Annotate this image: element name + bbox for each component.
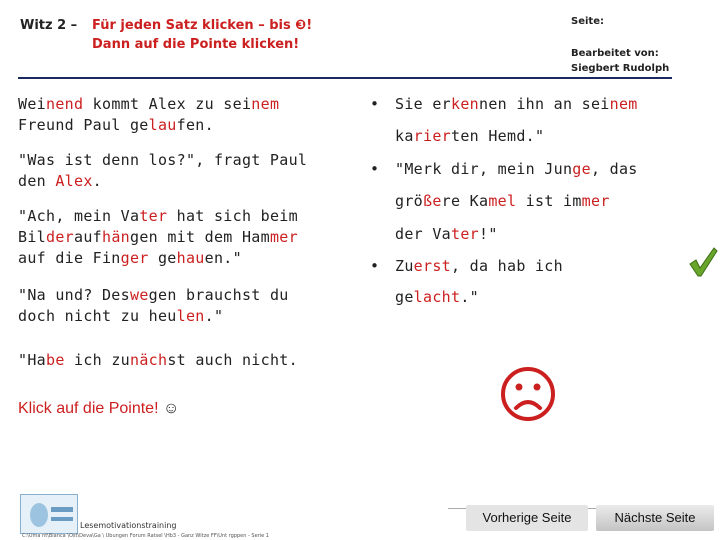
syllable-highlight: we xyxy=(129,286,149,304)
syllable-highlight: ße xyxy=(423,192,442,210)
text-segment: !" xyxy=(479,225,498,243)
text-segment: en." xyxy=(204,249,242,267)
syllable-highlight: ter xyxy=(451,225,479,243)
punchline-label: Klick auf die Pointe! xyxy=(18,400,159,417)
text-segment: hat sich beim xyxy=(167,207,298,225)
bullet-2-line-2[interactable] xyxy=(395,192,610,210)
syllable-highlight: ter xyxy=(139,207,168,225)
bullet-3-line-2[interactable] xyxy=(395,288,479,306)
text-segment: ge xyxy=(148,249,177,267)
syllable-highlight: be xyxy=(46,351,65,369)
text-segment: Freund Paul ge xyxy=(18,116,149,134)
text-segment: auf xyxy=(74,228,102,246)
syllable-highlight: ger xyxy=(120,249,149,267)
syllable-highlight: ge xyxy=(572,160,591,178)
text-segment: "Was ist denn los?", fragt Paul xyxy=(18,151,308,169)
sentence-1[interactable] xyxy=(18,94,358,136)
checkmark-icon xyxy=(688,246,718,278)
punchline-link[interactable] xyxy=(18,400,179,418)
edited-by-label: Bearbeitet von: xyxy=(571,48,659,59)
syllable-highlight: der xyxy=(46,228,74,246)
text-segment: "Na und? Des xyxy=(18,286,130,304)
author-block xyxy=(571,46,669,76)
syllable-highlight: nem xyxy=(609,95,638,113)
sentence-2[interactable] xyxy=(18,150,358,192)
joke-number: Witz 2 – xyxy=(20,18,78,33)
instruction-text xyxy=(92,16,312,54)
text-segment: nen ihn an sei xyxy=(479,95,610,113)
text-segment: Zu xyxy=(395,257,414,275)
text-segment: kommt Alex zu sei xyxy=(83,95,252,113)
syllable-highlight: mer xyxy=(269,228,298,246)
text-segment: ka xyxy=(395,127,414,145)
syllable-highlight: erst xyxy=(413,257,451,275)
syllable-highlight: lacht xyxy=(413,288,461,306)
text-segment: "Merk dir, mein Jun xyxy=(395,160,573,178)
text-segment: Wei xyxy=(18,95,46,113)
syllable-highlight: mel xyxy=(488,192,517,210)
syllable-highlight: nem xyxy=(251,95,280,113)
text-segment: ist im xyxy=(516,192,582,210)
text-segment: der Va xyxy=(395,225,451,243)
bullet-3-marker: • xyxy=(370,257,380,275)
sentence-4[interactable] xyxy=(18,285,358,327)
text-segment: ." xyxy=(204,307,224,325)
sad-face-icon[interactable] xyxy=(500,366,556,422)
program-title: Lesemotivationstraining xyxy=(80,521,177,530)
text-segment: Bil xyxy=(18,228,46,246)
bullet-2-line-3[interactable] xyxy=(395,225,498,243)
bullet-2-marker: • xyxy=(370,160,380,178)
text-segment: ge xyxy=(395,288,414,306)
bullet-1-marker: • xyxy=(370,95,380,113)
bullet-1-line-1[interactable] xyxy=(395,95,638,113)
text-segment: fen. xyxy=(176,116,214,134)
text-segment: ten Hemd." xyxy=(451,127,545,145)
syllable-highlight: rier xyxy=(413,127,451,145)
syllable-highlight: hau xyxy=(176,249,205,267)
text-segment: Sie er xyxy=(395,95,451,113)
syllable-highlight: hän xyxy=(102,228,130,246)
syllable-highlight: len xyxy=(176,307,205,325)
file-path-text: C:\Uma nt\Bianca \Ost\Deva\Ga \ Ubungen Forum Ratsel \Hb3 - Ganz Witze FF\Unt rgppen - Serie 1 xyxy=(22,533,269,539)
text-segment: grö xyxy=(395,192,423,210)
text-segment: re Ka xyxy=(441,192,489,210)
syllable-highlight: mer xyxy=(581,192,610,210)
syllable-highlight: nend xyxy=(46,95,84,113)
bullet-2-line-1[interactable] xyxy=(395,160,638,178)
text-segment: "Ha xyxy=(18,351,46,369)
page-label: Seite: xyxy=(571,16,604,27)
text-segment: ich zu xyxy=(64,351,130,369)
bullet-3-line-1[interactable] xyxy=(395,257,563,275)
logo-image xyxy=(20,494,78,534)
text-segment: ." xyxy=(460,288,479,306)
sentence-3[interactable] xyxy=(18,206,358,269)
text-segment: doch nicht zu heu xyxy=(18,307,177,325)
text-segment: gen brauchst du xyxy=(148,286,289,304)
author-name: Siegbert Rudolph xyxy=(571,63,670,74)
previous-page-button[interactable]: Vorherige Seite xyxy=(466,505,588,531)
header-divider xyxy=(18,77,672,79)
text-segment: auf die Fin xyxy=(18,249,121,267)
sentence-5[interactable] xyxy=(18,350,358,371)
syllable-highlight: Alex xyxy=(55,172,93,190)
text-segment: "Ach, mein Va xyxy=(18,207,140,225)
syllable-highlight: näch xyxy=(130,351,168,369)
text-segment: , das xyxy=(590,160,638,178)
text-segment: den xyxy=(18,172,56,190)
next-page-button[interactable]: Nächste Seite xyxy=(596,505,714,531)
instruction-line-2: Dann auf die Pointe klicken! xyxy=(92,37,300,52)
text-segment: , da hab ich xyxy=(451,257,563,275)
smiley-icon: ☺ xyxy=(162,400,180,417)
text-segment: gen mit dem Ham xyxy=(130,228,270,246)
syllable-highlight: ken xyxy=(451,95,479,113)
bullet-1-line-2[interactable] xyxy=(395,127,544,145)
instruction-line-1: Für jeden Satz klicken – bis ❸! xyxy=(92,18,313,33)
text-segment: st auch nicht. xyxy=(167,351,298,369)
text-segment: . xyxy=(92,172,102,190)
syllable-highlight: lau xyxy=(148,116,177,134)
